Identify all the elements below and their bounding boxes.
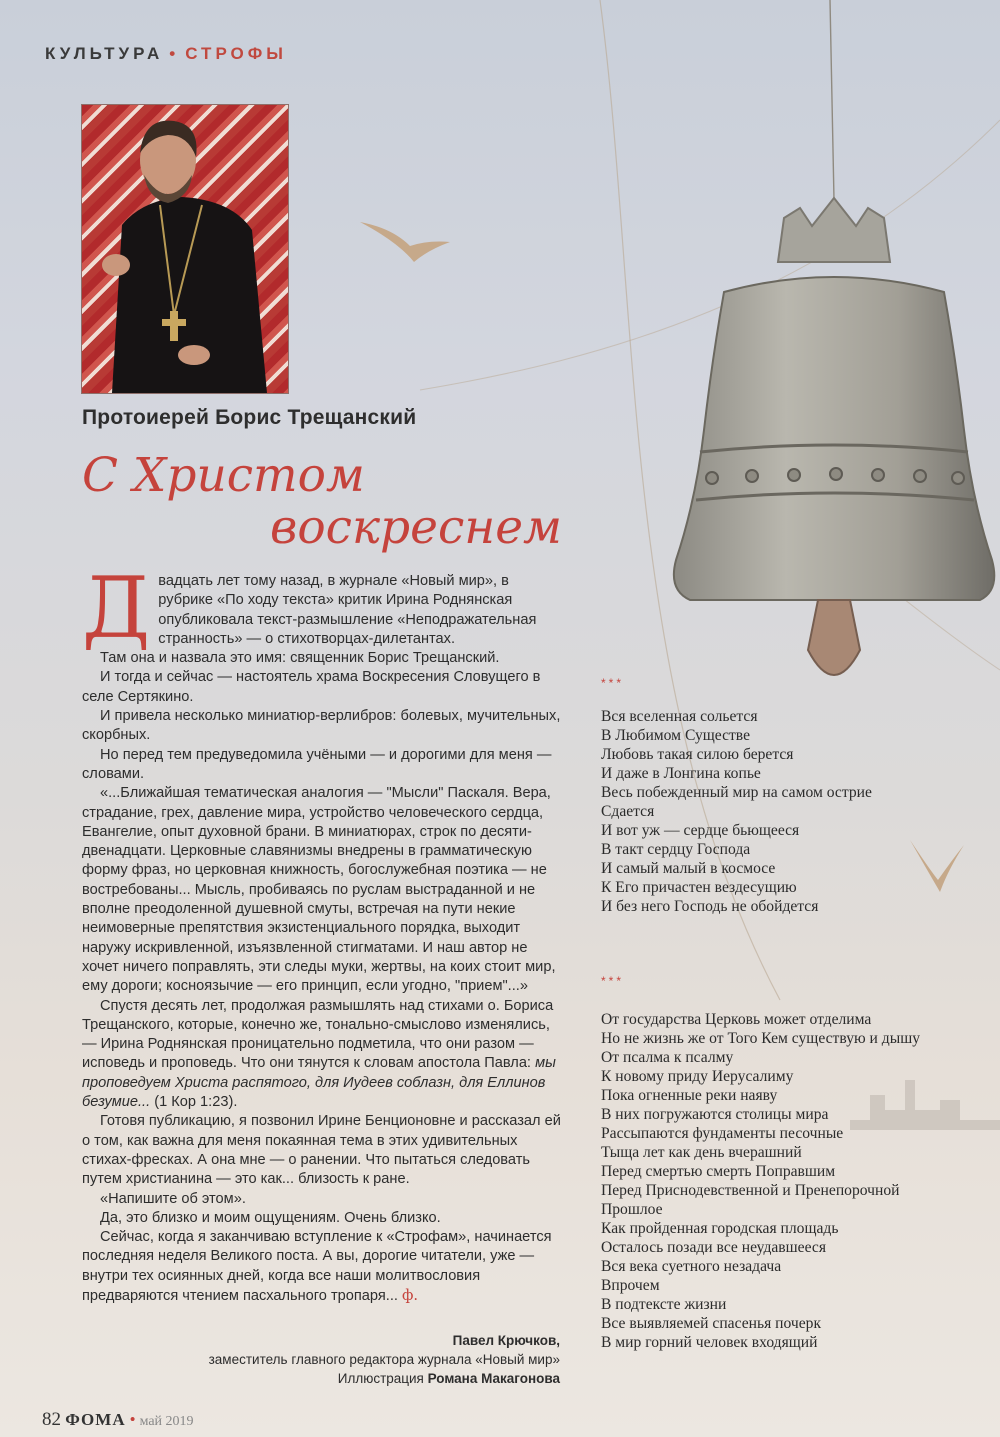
poem-line: Вся века суетного незадача: [601, 1258, 782, 1275]
article-paragraph: [82, 997, 562, 1113]
poem-2-marker: ***: [601, 974, 625, 988]
poem-line: Любовь такая силою берется: [601, 746, 794, 763]
article-paragraph: «Напишите об этом».: [100, 1190, 246, 1207]
poem-line: Все выявляемей спасенья почерк: [601, 1315, 822, 1332]
author-name: Протоиерей Борис Трещанский: [82, 406, 417, 429]
poem-line: От государства Церковь может отделима: [601, 1011, 872, 1028]
article-paragraph: И привела несколько миниатюр-верлибров: болевых, мучительных, скорбных.: [82, 708, 561, 744]
illustrator-name: Романа Макагонова: [427, 1371, 560, 1386]
poem-line: И самый малый в космосе: [601, 860, 776, 877]
poem-line: К Его причастен вездесущию: [601, 879, 797, 896]
article-paragraph: «...Ближайшая тематическая аналогия — "Мысли" Паскаля. Вера, страдание, грех, давление мира, устройство человеческого сердца, Евангелие, опыт духовной брани. В миниатюрах, строк по десяти-двенадцати. Церковные славянизмы внедрены в грамматическую форму фраз, но церковная книжность, богослужебная поэтика — не востребованы... Мысль, пробиваясь по руслам выстраданной и не вполне преодоленной душевной смуты, встречая на пути некие неимоверные препятствия экзистенциального порядка, выходит наружу искривленной, изъязвленной стигматами. И наш автор не хочет ничего поправлять, эти следы муки, жертвы, на коих стоит мир, ему дороги; косноязычие — его принцип, если угодно, "прием"...»: [82, 785, 556, 995]
poem-line: Осталось позади все неудавшееся: [601, 1239, 826, 1256]
page-number: 82: [42, 1409, 61, 1430]
poem-line: И даже в Лонгина копье: [601, 765, 761, 782]
poem-line: Как пройденная городская площадь: [601, 1220, 839, 1237]
poem-line: В подтексте жизни: [601, 1296, 727, 1313]
poem-line: Но не жизнь же от Того Кем существую и дышу: [601, 1030, 920, 1047]
section-separator: •: [169, 44, 180, 63]
poem-line: В такт сердцу Господа: [601, 841, 751, 858]
paragraph-text: Сейчас, когда я заканчиваю вступление к «Строфам», начинается последняя неделя Великого поста. А вы, дорогие читатели, уже — внутри тех осиянных дней, когда все наши молитвословия предваряются чтением пасхального тропаря...: [82, 1229, 552, 1304]
poem-line: Рассыпаются фундаменты песочные: [601, 1125, 844, 1142]
page-footer: [42, 1409, 194, 1431]
poem-line: Весь побежденный мир на самом острие: [601, 784, 872, 801]
article-paragraph: Но перед тем предуведомила учёными — и дорогими для меня — словами.: [82, 746, 552, 782]
scripture-quote: мы проповедуем Христа распятого, для Иудеев соблазн, для Еллинов безумие...: [82, 1055, 556, 1111]
poem-line: Перед Приснодевственной и Пренепорочной: [601, 1182, 900, 1199]
poem-line: В мир горний человек входящий: [601, 1334, 818, 1351]
section-header: [45, 44, 287, 64]
poem-line: И вот уж — сердце бьющееся: [601, 822, 800, 839]
signature-name: Павел Крючков,: [452, 1333, 560, 1348]
poem-line: В них погружаются столицы мира: [601, 1106, 829, 1123]
article-paragraph: Готовя публикацию, я позвонил Ирине Бенционовне и рассказал ей о том, как важна для меня покаянная тема в этих удивительных стихах-фресках. А она мне — о ранении. Что пытаться следовать путем христианина — это как... близость к ране.: [82, 1113, 561, 1188]
article-paragraph: [82, 1228, 562, 1306]
footer-separator: •: [129, 1410, 136, 1429]
poem-line: Пока огненные реки наяву: [601, 1087, 778, 1104]
issue-date: май 2019: [139, 1414, 194, 1429]
poem-line: И без него Господь не обойдется: [601, 898, 819, 915]
article-paragraph: вадцать лет тому назад, в журнале «Новый мир», в рубрике «По ходу текста» критик Ирина Роднянская опубликовала текст-размышление «Неподражательная странность» — о стихотворцах-дилетантах.: [158, 573, 537, 647]
magazine-name: ФОМА: [65, 1410, 126, 1429]
illustration-label: Иллюстрация: [337, 1371, 424, 1386]
poem-2: [601, 1010, 920, 1352]
poem-line: Вся вселенная сольется: [601, 708, 758, 725]
poem-line: В Любимом Существе: [601, 727, 750, 744]
article-paragraph: И тогда и сейчас — настоятель храма Воскресения Словущего в селе Сертякино.: [82, 669, 541, 705]
signature-block: [209, 1331, 560, 1388]
poem-line: Перед смертью смерть Поправшим: [601, 1163, 836, 1180]
drop-cap: Д: [82, 559, 151, 657]
poem-line: От псалма к псалму: [601, 1049, 734, 1066]
scripture-reference: (1 Кор 1:23).: [154, 1094, 238, 1111]
paragraph-text: Спустя десять лет, продолжая размышлять над стихами о. Бориса Трещанского, которые, конечно же, тонально-смыслово изменялись, — Ирина Роднянская проницательно подметила, что они разом — исповедь и проповедь. Что они тянутся к словам апостола Павла:: [82, 997, 554, 1072]
poem-line: К новому приду Иерусалиму: [601, 1068, 794, 1085]
end-mark: ф.: [402, 1286, 419, 1304]
illustration-credit: [209, 1369, 560, 1388]
section-name: КУЛЬТУРА: [45, 44, 164, 63]
article-body: [82, 559, 562, 1306]
poem-line: Тыща лет как день вчерашний: [601, 1144, 802, 1161]
subsection-name: СТРОФЫ: [185, 44, 287, 63]
poem-line: Сдается: [601, 803, 655, 820]
article-title-line-2: воскреснем: [270, 500, 563, 555]
article-paragraph: Да, это близко и моим ощущениям. Очень близко.: [100, 1209, 441, 1226]
article-title-line-1: С Христом: [82, 448, 365, 503]
signature-role: заместитель главного редактора журнала «Новый мир»: [208, 1352, 560, 1367]
article-paragraph: Там она и назвала это имя: священник Борис Трещанский.: [100, 650, 500, 667]
author-photo: [82, 105, 288, 393]
poem-line: Прошлое: [601, 1201, 663, 1218]
poem-1-marker: ***: [601, 676, 625, 690]
poem-line: Впрочем: [601, 1277, 660, 1294]
poem-1: [601, 707, 872, 916]
